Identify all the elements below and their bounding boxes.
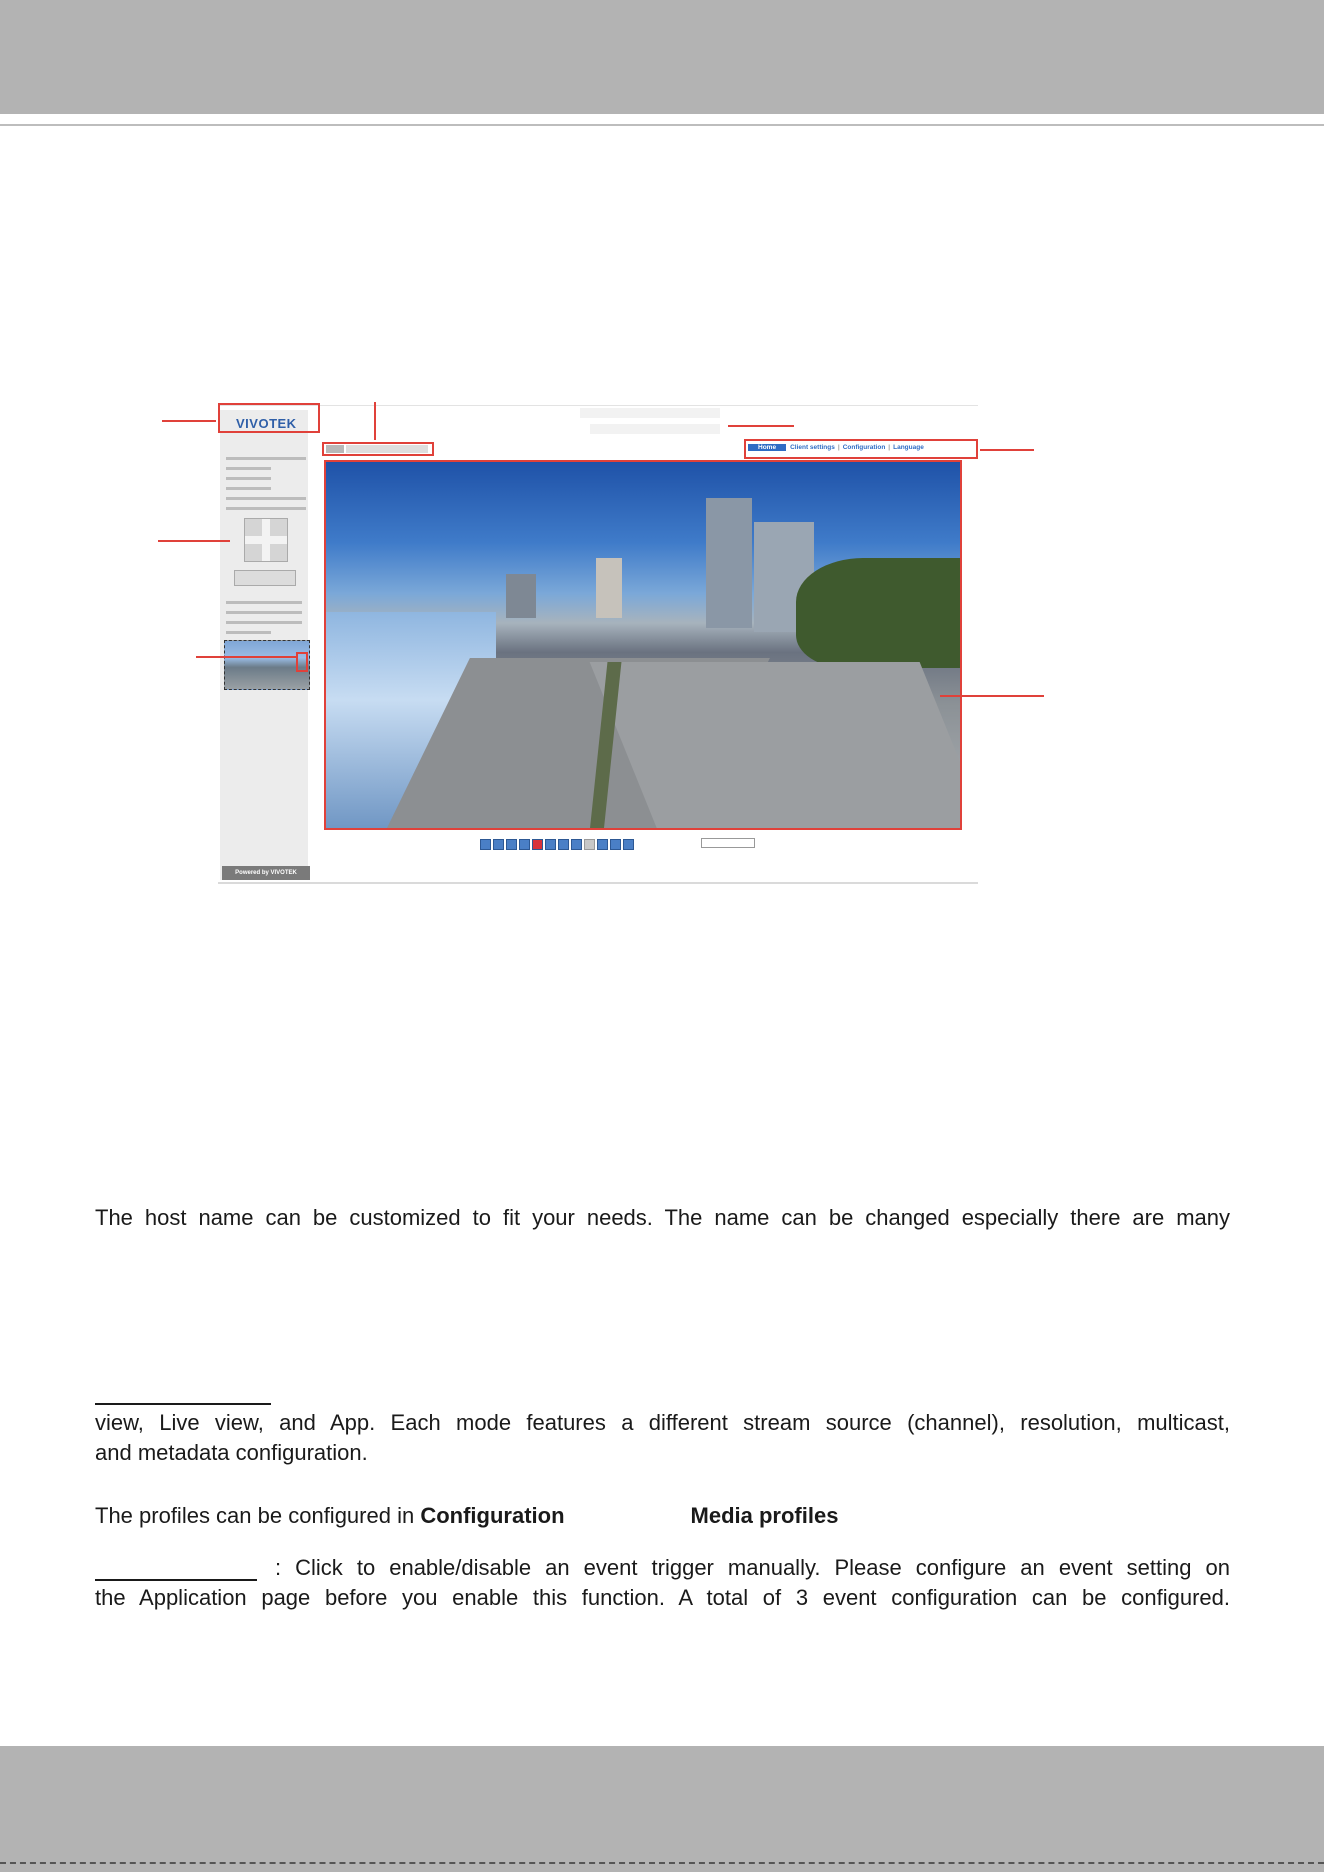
stream-label-underline — [95, 1403, 271, 1405]
header-divider — [0, 124, 1324, 126]
control-sidebar — [220, 410, 308, 880]
callout-navigation — [980, 449, 1034, 451]
callout-logo — [162, 420, 216, 422]
ptz-direction-pad[interactable] — [244, 518, 288, 562]
media-profiles-label: Media profiles — [690, 1503, 839, 1528]
snapshot-icon[interactable] — [480, 839, 491, 850]
pause-icon[interactable] — [506, 839, 517, 850]
callout-host-name — [728, 425, 794, 427]
profile-paragraph-line1: view, Live view, and App. Each mode features a different stream source (channel), resolution, multicast, — [95, 1410, 1230, 1435]
top-navigation: Home Client settings | Configuration | Language — [748, 444, 924, 454]
stop-icon[interactable] — [519, 839, 530, 850]
stream-info — [346, 445, 428, 453]
profiles-config-paragraph — [95, 1501, 1230, 1531]
callout-control-area — [158, 540, 230, 542]
manual-trigger-line2: the Application page before you enable this function. A total of 3 event configuration can be configured. — [95, 1585, 1230, 1610]
preset-select[interactable] — [701, 838, 755, 848]
speed-controls — [226, 594, 302, 641]
nav-configuration[interactable]: Configuration — [842, 444, 886, 451]
stream-button[interactable] — [326, 445, 344, 453]
live-view-screenshot — [218, 405, 978, 884]
sidebar-controls — [226, 450, 306, 517]
host-name-placeholder-2 — [590, 424, 720, 434]
stream-selector-highlight — [322, 442, 434, 456]
host-name-placeholder — [580, 408, 720, 418]
global-view-icon[interactable] — [623, 839, 634, 850]
live-video-window[interactable] — [324, 460, 962, 830]
header-band — [0, 0, 1324, 114]
powered-by-footer: Powered by VIVOTEK — [222, 866, 310, 880]
full-screen-icon[interactable] — [597, 839, 608, 850]
configuration-label: Configuration — [420, 1503, 565, 1528]
mic-volume-icon[interactable] — [584, 839, 595, 850]
host-name-paragraph: The host name can be customized to fit your needs. The name can be changed especially there are many — [95, 1205, 1230, 1230]
manual-trigger-underline — [95, 1579, 257, 1581]
footer-band — [0, 1746, 1324, 1872]
callout-live-video — [940, 695, 1044, 697]
vivotek-logo: VIVOTEK — [236, 416, 297, 431]
callout-global-view — [196, 656, 298, 658]
manual-trigger-line1: : Click to enable/disable an event trigger manually. Please configure an event setting on — [275, 1555, 1230, 1580]
nav-language[interactable]: Language — [893, 444, 924, 451]
zoom-buttons[interactable] — [234, 570, 296, 586]
volume-icon[interactable] — [545, 839, 556, 850]
profiles-config-prefix: The profiles can be configured in — [95, 1503, 421, 1528]
footer-dashed-line — [0, 1862, 1324, 1864]
goto-preset — [698, 838, 755, 848]
nav-home[interactable]: Home — [748, 444, 786, 451]
record-icon[interactable] — [532, 839, 543, 850]
video-control-toolbar — [480, 838, 634, 850]
digital-zoom-icon[interactable] — [493, 839, 504, 850]
nav-client-settings[interactable]: Client settings — [790, 444, 835, 451]
ptz-panel-icon[interactable] — [610, 839, 621, 850]
talk-icon[interactable] — [571, 839, 582, 850]
profile-paragraph-line2: and metadata configuration. — [95, 1440, 368, 1465]
mute-icon[interactable] — [558, 839, 569, 850]
callout-stream — [374, 402, 376, 440]
global-view-selector[interactable] — [296, 652, 308, 672]
